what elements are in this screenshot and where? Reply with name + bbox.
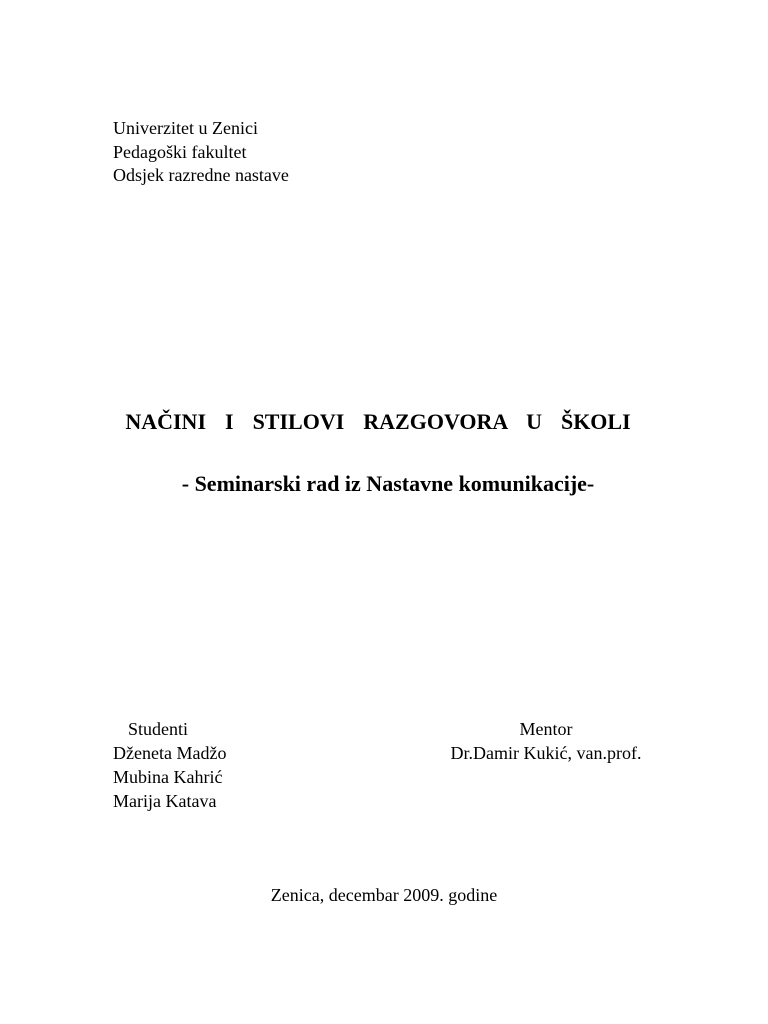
department-name: Odsjek razredne nastave bbox=[113, 165, 289, 185]
document-subtitle-line bbox=[0, 471, 768, 497]
place-date-line bbox=[0, 885, 768, 906]
mentor-heading: Mentor bbox=[519, 719, 573, 739]
mentor-block bbox=[400, 717, 692, 765]
students-block bbox=[113, 717, 226, 813]
mentor-name: Dr.Damir Kukić, van.prof. bbox=[450, 743, 642, 763]
students-heading: Studenti bbox=[128, 719, 189, 739]
institution-block bbox=[113, 117, 289, 188]
faculty-name: Pedagoški fakultet bbox=[113, 141, 247, 162]
document-subtitle: - Seminarski rad iz Nastavne komunikacije- bbox=[181, 471, 595, 496]
place-date: Zenica, decembar 2009. godine bbox=[270, 885, 498, 905]
student-name: Dženeta Madžo bbox=[113, 743, 227, 763]
student-name: Mubina Kahrić bbox=[113, 767, 223, 787]
student-name: Marija Katava bbox=[113, 791, 217, 811]
university-name: Univerzitet u Zenici bbox=[113, 118, 258, 138]
document-title: NAČINI I STILOVI RAZGOVORA U ŠKOLI bbox=[125, 409, 631, 434]
document-title-line bbox=[0, 409, 768, 435]
